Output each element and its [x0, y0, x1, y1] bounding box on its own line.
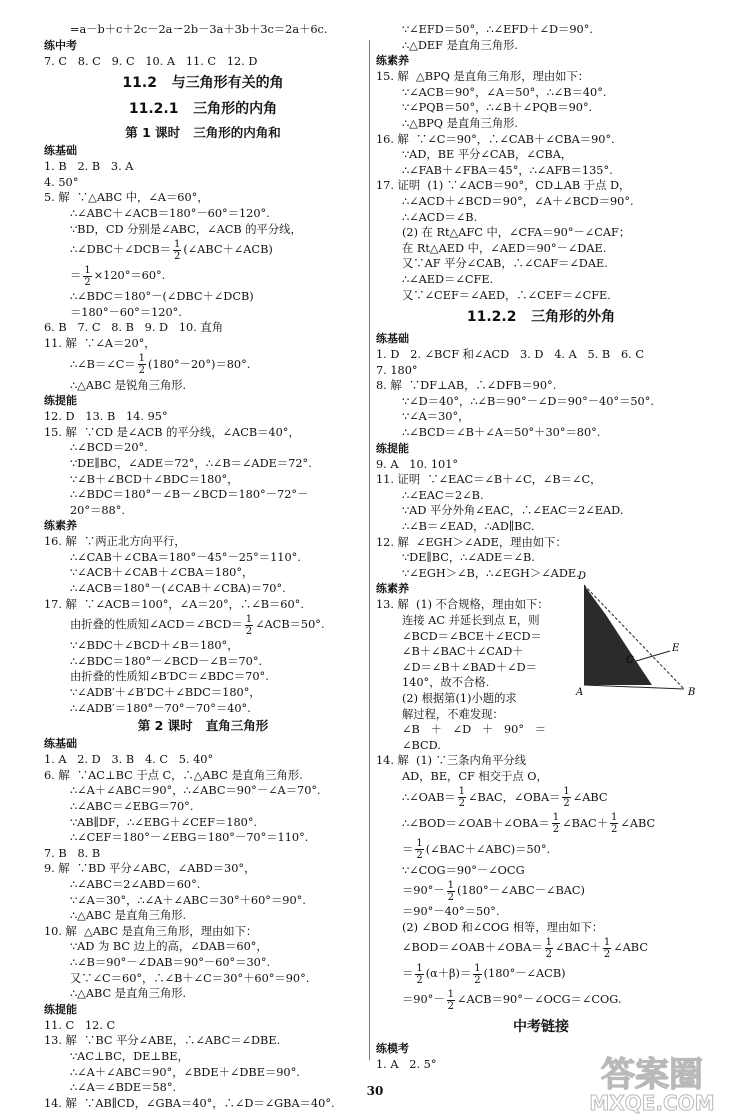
- figure-label-b: B: [688, 687, 696, 698]
- formula-line: [376, 961, 706, 987]
- answer-line: (2) ∠BOD 和∠COG 相等，理由如下：: [402, 920, 604, 934]
- fraction-numerator: 1: [138, 353, 146, 365]
- fraction-numerator: 1: [474, 962, 481, 974]
- answer-line: 17. 证明 (1) ∵∠ACB＝90°，CD⊥AB 于点 D，: [376, 179, 631, 193]
- answer-line: 11. 解 ∵∠A＝20°，: [44, 336, 156, 350]
- fraction: [83, 265, 91, 288]
- answer-line: ∵AB∥DF，∴∠EBG＋∠CEF＝180°.: [70, 815, 258, 829]
- fraction: [245, 614, 253, 637]
- answer-line: 7. B 8. B: [44, 846, 101, 860]
- answer-line: ∴△DEF 是直角三角形.: [402, 38, 518, 52]
- answer-line: ∵∠B＋∠BCD＋∠BDC＝180°，: [70, 472, 239, 486]
- watermark-line1: 答案圈: [601, 1055, 703, 1095]
- fraction-numerator: 1: [545, 936, 552, 948]
- answer-line: ∵DE∥BC，∴∠ADE＝∠B.: [402, 551, 535, 565]
- fraction-numerator: 1: [416, 838, 423, 850]
- formula-text: ＝90°－: [402, 993, 445, 1007]
- formula-text: ＝: [402, 842, 414, 856]
- fraction-numerator: 1: [84, 264, 91, 276]
- fraction-numerator: 1: [447, 879, 454, 891]
- exercise-heading: 练素养: [376, 54, 409, 68]
- answer-line: 1. D 2. ∠BCF 和∠ACD 3. D 4. A 5. B 6. C: [376, 348, 644, 362]
- answer-line: ∵∠EGH＞∠B，∴∠EGH＞∠ADE.: [402, 566, 580, 580]
- formula-text: (∠BAC＋∠ABC)＝50°.: [425, 842, 551, 856]
- answer-line: 12. 解 ∠EGH＞∠ADE，理由如下：: [376, 535, 567, 549]
- answer-line: ∵∠ADB′＋∠B′DC＋∠BDC＝180°，: [70, 686, 261, 700]
- answer-line: ∴∠ACB＝180°－(∠CAB＋∠CBA)＝70°.: [70, 582, 286, 596]
- formula-line: [376, 987, 706, 1013]
- answer-line: ∴∠ABC＝2∠ABD＝60°.: [70, 877, 201, 891]
- formula-line: [44, 263, 362, 289]
- answer-line: (2) 根据第(1)小题的求: [402, 691, 517, 705]
- answer-line: ∴∠ABC＋∠ACB＝180°－60°＝120°.: [70, 206, 270, 220]
- answer-line: ∴∠B＝∠EAD，∴AD∥BC.: [402, 520, 535, 534]
- formula-line: [44, 612, 362, 638]
- exercise-heading: 练提能: [44, 1002, 77, 1016]
- answer-line: 4. 50°: [44, 175, 79, 189]
- formula-line: [376, 878, 706, 904]
- answer-line: 16. 解 ∵两正北方向平行，: [44, 535, 186, 549]
- answer-line: ∵AD，BE 平分∠CAB，∠CBA，: [402, 148, 573, 162]
- answer-line: 11. C 12. C: [44, 1018, 116, 1032]
- answer-line: ∵AC⊥BC，DE⊥BE，: [70, 1049, 189, 1063]
- formula-line: [44, 352, 362, 378]
- answer-line: ∴∠ACD＝∠B.: [402, 210, 478, 224]
- formula-text: ×120°＝60°.: [93, 269, 166, 283]
- answer-line: 14. 解 ∵AB∥CD，∠GBA＝40°，∴∠D＝∠GBA＝40°.: [44, 1096, 335, 1110]
- answer-line: 6. 解 ∵AC⊥BC 于点 C，∴△ABC 是直角三角形.: [44, 768, 303, 782]
- formula-line: [376, 837, 706, 863]
- fraction-denominator: 2: [611, 824, 618, 836]
- fraction-numerator: 1: [245, 613, 253, 625]
- answer-line: 13. 解 ∵BC 平分∠ABE，∴∠ABC＝∠DBE.: [44, 1034, 281, 1048]
- watermark-line2: MXQE.COM: [589, 1091, 715, 1114]
- fraction-denominator: 2: [245, 625, 253, 637]
- answer-line: ∠B ＋ ∠D ＋ 90° ＝: [402, 723, 547, 737]
- answer-line: 7. C 8. C 9. C 10. A 11. C 12. D: [44, 54, 258, 68]
- answer-line: ∴∠ABC＝∠EBG＝70°.: [70, 800, 194, 813]
- fraction: [415, 963, 423, 986]
- answer-line: 又∵∠CEF＝∠AED，∴∠CEF＝∠CFE.: [402, 288, 611, 302]
- answer-line: 10. 解 △ABC 是直角三角形，理由如下：: [44, 924, 258, 938]
- fraction-numerator: 1: [603, 936, 611, 948]
- fraction-denominator: 2: [603, 948, 611, 960]
- fraction: [552, 812, 560, 835]
- figure-label-e: E: [672, 643, 680, 654]
- answer-line: 又∵∠C＝60°，∴∠B＋∠C＝30°＋60°＝90°.: [70, 971, 310, 985]
- section-title: 11.2.2 三角形的外角: [466, 309, 616, 326]
- fraction-denominator: 2: [545, 948, 552, 960]
- answer-line: ∵AD 为 BC 边上的高，∠DAB＝60°，: [70, 940, 268, 954]
- figure-label-a: A: [576, 687, 584, 698]
- answer-line: 9. 解 ∵BD 平分∠ABC，∠ABD＝30°，: [44, 862, 256, 876]
- fraction-denominator: 2: [563, 798, 570, 810]
- answer-line: ∴∠CAB＋∠CBA＝180°－45°－25°＝110°.: [70, 550, 301, 564]
- formula-text: (α＋β)＝: [425, 967, 472, 981]
- answer-line: 16. 解 ∵∠C＝90°，∴∠CAB＋∠CBA＝90°.: [376, 132, 615, 146]
- page-number: 30: [366, 1084, 384, 1098]
- left-column: [44, 22, 362, 1111]
- formula-line: [376, 935, 706, 961]
- fraction: [610, 812, 618, 835]
- answer-line: ∴∠BCD＝∠B＋∠A＝50°＋30°＝80°.: [402, 426, 601, 440]
- answer-line: 1. A 2. 5°: [376, 1058, 437, 1072]
- fraction-denominator: 2: [84, 276, 91, 288]
- answer-line: ∴∠BCD＝20°.: [70, 441, 148, 455]
- section-title: 中考链接: [513, 1019, 569, 1036]
- answer-line: ∴∠EAC＝2∠B.: [402, 488, 484, 502]
- answer-line: ∵∠PQB＝50°，∴∠B＋∠PQB＝90°.: [402, 101, 593, 115]
- answer-line: 7. 180°: [376, 363, 418, 377]
- answer-line: ∴∠ACD＋∠BCD＝90°，∠A＋∠BCD＝90°.: [402, 194, 634, 208]
- figure-label-d: D: [578, 571, 587, 582]
- answer-line: 9. A 10. 101°: [376, 457, 459, 471]
- exercise-heading: 练模考: [376, 1042, 409, 1056]
- answer-line: ∴∠AED＝∠CFE.: [402, 272, 494, 286]
- formula-text: ∠BAC＋: [562, 816, 608, 830]
- answer-line: 5. 解 ∵△ABC 中，∠A＝60°，: [44, 191, 209, 205]
- answer-line: ∴∠BDC＝180°－∠BCD－∠B＝70°.: [70, 654, 263, 668]
- figure-shaded-region: [584, 585, 652, 685]
- exercise-heading: 练中考: [44, 38, 77, 52]
- answer-line: 6. B 7. C 8. B 9. D 10. 直角: [44, 321, 224, 335]
- formula-text: ∠BOD＝∠OAB＋∠OBA＝: [402, 941, 543, 955]
- answer-line: 15. 解 ∵CD 是∠ACB 的平分线，∠ACB＝40°，: [44, 425, 300, 439]
- formula-text: ＝90°－: [402, 884, 445, 898]
- answer-line: ∴∠BDC＝180°－∠B－∠BCD＝180°－72°－: [70, 488, 309, 502]
- answer-line: 由折叠的性质知∠B′DC＝∠BDC＝70°.: [70, 670, 269, 684]
- fraction-denominator: 2: [173, 250, 181, 262]
- fraction-numerator: 1: [447, 988, 454, 1000]
- fraction-numerator: 1: [416, 962, 423, 974]
- fraction-numerator: 1: [173, 238, 181, 250]
- formula-text: ∴∠OAB＝: [402, 790, 456, 804]
- answer-line: AD，BE，CF 相交于点 O，: [402, 769, 548, 783]
- quadrilateral-figure: [574, 563, 702, 699]
- answer-line: ∠D＝∠B＋∠BAD＋∠D＝: [402, 660, 537, 674]
- fraction: [173, 239, 181, 262]
- answer-line: ∴∠ADB′＝180°－70°－70°＝40°.: [70, 701, 251, 715]
- formula-text: (180°－∠ABC－∠BAC): [457, 884, 585, 898]
- exercise-heading: 练提能: [376, 441, 409, 455]
- formula-text: ∠BAC，∠OBA＝: [468, 790, 561, 804]
- answer-line: ＝180°－60°＝120°.: [70, 305, 182, 319]
- answer-line: ∴∠BDC＝180°－(∠DBC＋∠DCB): [70, 290, 254, 304]
- exercise-heading: 练提能: [44, 394, 77, 408]
- answer-line: 8. 解 ∵DF⊥AB，∴∠DFB＝90°.: [376, 379, 557, 393]
- fraction: [458, 786, 466, 809]
- answer-line: ∵∠D＝40°，∴∠B＝90°－∠D＝90°－40°＝50°.: [402, 394, 654, 408]
- fraction: [562, 786, 570, 809]
- fraction-numerator: 1: [552, 812, 560, 824]
- answer-line: ∵∠BDC＋∠BCD＋∠B＝180°，: [70, 639, 239, 653]
- answer-line: 11. 证明 ∵∠EAC＝∠B＋∠C，∠B＝∠C，: [376, 473, 602, 487]
- figure-line-ce: [636, 651, 670, 661]
- formula-text: (∠ABC＋∠ACB): [183, 243, 273, 257]
- answer-line: ∵∠ACB＋∠CAB＋∠CBA＝180°，: [70, 566, 254, 580]
- watermark-logo: [560, 1050, 745, 1114]
- answer-line: ∵∠EFD＝50°，∴∠EFD＋∠D＝90°.: [402, 23, 593, 36]
- answer-line: ∴∠A＋∠ABC＝90°，∠BDE＋∠DBE＝90°.: [70, 1065, 300, 1079]
- answer-line: ∵∠A＝30°，: [402, 410, 470, 424]
- figure-line-ab: [584, 685, 684, 689]
- answer-line: =a－b＋c＋2c－2a－2b－3a＋3b＋3c＝2a＋6c.: [70, 23, 328, 36]
- answer-line: ∵AD 平分外角∠EAC，∴∠EAC＝2∠EAD.: [402, 504, 624, 518]
- fraction: [447, 880, 455, 903]
- formula-text: ∴∠B＝∠C＝: [70, 357, 136, 371]
- answer-line: ∴∠B＝90°－∠DAB＝90°－60°＝30°.: [70, 955, 271, 969]
- answer-line: ∴∠FAB＋∠FBA＝45°，∴∠AFB＝135°.: [402, 163, 613, 177]
- lesson-title: 第 2 课时 直角三角形: [137, 718, 269, 734]
- formula-text: ∠ABC: [613, 941, 648, 955]
- answer-line: ＝90°－40°＝50°.: [402, 905, 500, 919]
- fraction-denominator: 2: [138, 365, 146, 377]
- formula-text: ∠BAC＋: [554, 941, 601, 955]
- formula-text: ＝: [402, 967, 414, 981]
- exercise-heading: 练素养: [376, 582, 409, 596]
- answer-line: 15. 解 △BPQ 是直角三角形，理由如下：: [376, 70, 590, 84]
- fraction-denominator: 2: [416, 974, 423, 986]
- column-divider: [369, 40, 370, 1060]
- formula-text: ∠ACB＝90°－∠OCG＝∠COG.: [457, 993, 622, 1007]
- fraction-denominator: 2: [447, 891, 454, 903]
- answer-line: 12. D 13. B 14. 95°: [44, 410, 168, 424]
- section-title: 11.2 与三角形有关的角: [122, 75, 284, 92]
- right-column: [376, 22, 706, 1073]
- fraction: [138, 353, 146, 376]
- fraction: [545, 937, 553, 960]
- answer-line: 20°＝88°.: [70, 503, 125, 517]
- answer-line: ∠BCD＝∠BCE＋∠ECD＝: [402, 629, 542, 643]
- formula-text: ∠ABC: [620, 816, 656, 830]
- answer-line: ∴△ABC 是直角三角形.: [70, 987, 187, 1001]
- fraction-denominator: 2: [416, 850, 423, 862]
- fraction: [447, 989, 455, 1012]
- answer-line: ∠B＋∠BAC＋∠CAD＋: [402, 645, 524, 659]
- formula-text: ∠ABC: [572, 790, 608, 804]
- answer-line: ∴∠CEF＝180°－∠EBG＝180°－70°＝110°.: [70, 831, 309, 845]
- answer-line: 在 Rt△AED 中，∠AED＝90°－∠DAE.: [402, 241, 607, 255]
- formula-line: [376, 811, 706, 837]
- answer-line: ∵DE∥BC，∠ADE＝72°，∴∠B＝∠ADE＝72°.: [70, 456, 312, 470]
- lesson-title: 第 1 课时 三角形的内角和: [125, 125, 281, 141]
- formula-text: (180°－∠ACB): [483, 967, 566, 981]
- exercise-heading: 练素养: [44, 519, 77, 533]
- fraction-numerator: 1: [563, 786, 570, 798]
- answer-line: ∴△ABC 是锐角三角形.: [70, 378, 187, 392]
- formula-text: ∴∠DBC＋∠DCB＝: [70, 243, 171, 257]
- answer-line: ∴∠A＋∠ABC＝90°，∴∠ABC＝90°－∠A＝70°.: [70, 784, 321, 798]
- answer-line: ∵∠ACB＝90°，∠A＝50°，∴∠B＝40°.: [402, 85, 607, 99]
- section-title: 11.2.1 三角形的内角: [128, 101, 278, 118]
- fraction: [415, 838, 423, 861]
- answer-line: 17. 解 ∵∠ACB＝100°，∠A＝20°，∴∠B＝60°.: [44, 597, 304, 611]
- answer-line: ∴△BPQ 是直角三角形.: [402, 116, 519, 130]
- fraction-denominator: 2: [552, 824, 560, 836]
- exercise-heading: 练基础: [44, 144, 77, 158]
- fraction: [473, 963, 481, 986]
- fraction-denominator: 2: [447, 1000, 454, 1012]
- exercise-heading: 练基础: [44, 737, 77, 751]
- answer-line: ∵BD，CD 分别是∠ABC，∠ACB 的平分线，: [70, 222, 302, 236]
- formula-text: ＝: [70, 269, 82, 283]
- answer-line: 13. 解 (1) 不合规格，理由如下：: [376, 598, 549, 612]
- answer-line: 1. B 2. B 3. A: [44, 160, 134, 174]
- answer-line: (2) 在 Rt△AFC 中，∠CFA＝90°－∠CAF；: [402, 226, 631, 240]
- answer-line: ∴∠A＝∠BDE＝58°.: [70, 1081, 177, 1095]
- formula-text: ∴∠BOD＝∠OAB＋∠OBA＝: [402, 816, 550, 830]
- answer-line: 140°，故不合格.: [402, 676, 490, 690]
- answer-line: ∠BCD.: [402, 738, 441, 752]
- answer-line: 1. A 2. D 3. B 4. C 5. 40°: [44, 753, 214, 767]
- answer-line: 连接 AC 并延长到点 E，则: [402, 614, 540, 627]
- figure-label-c: C: [626, 655, 634, 666]
- answer-line: 解过程，不难发现：: [402, 707, 504, 721]
- fraction-denominator: 2: [458, 798, 466, 810]
- fraction-denominator: 2: [474, 974, 481, 986]
- formula-line: [376, 785, 706, 811]
- fraction-numerator: 1: [458, 786, 466, 798]
- fraction: [603, 937, 611, 960]
- answer-line: ∵∠A＝30°，∴∠A＋∠ABC＝30°＋60°＝90°.: [70, 893, 306, 907]
- answer-line: ∴△ABC 是直角三角形.: [70, 909, 187, 923]
- answer-line: ∵∠COG＝90°－∠OCG: [402, 863, 525, 877]
- formula-text: ∠ACB＝50°.: [255, 618, 325, 632]
- fraction-numerator: 1: [611, 812, 618, 824]
- answer-line: 14. 解 (1) ∵三条内角平分线: [376, 754, 527, 768]
- formula-text: (180°－20°)＝80°.: [148, 357, 251, 371]
- answer-line: 又∵AF 平分∠CAB，∴∠CAF＝∠DAE.: [402, 257, 608, 271]
- formula-line: [44, 237, 362, 263]
- exercise-heading: 练基础: [376, 332, 409, 346]
- formula-text: 由折叠的性质知∠ACD＝∠BCD＝: [70, 618, 243, 632]
